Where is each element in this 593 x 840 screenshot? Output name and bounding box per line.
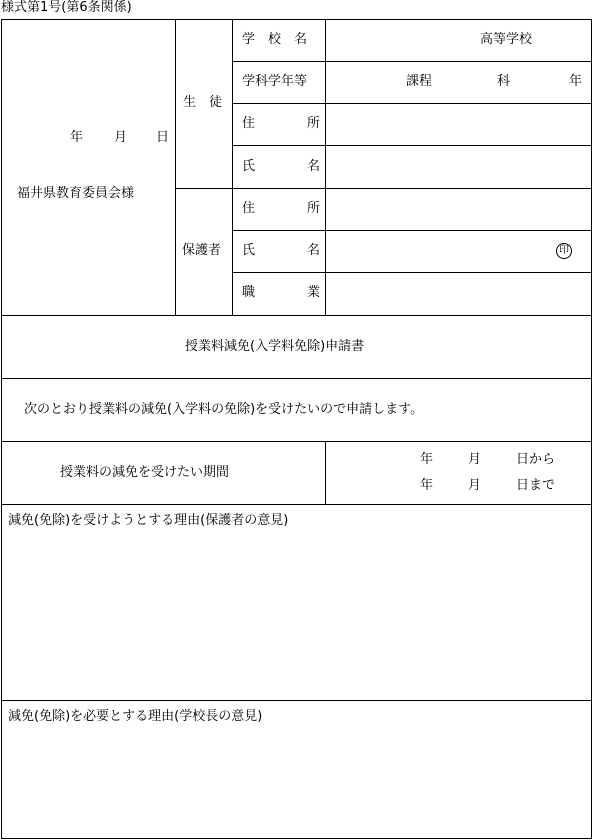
- date-year-label: 年: [70, 130, 84, 145]
- addressee: 福井県教育委員会様: [17, 186, 135, 201]
- guardian-name-label-second: 名: [307, 243, 321, 258]
- section-line-statement-top: [1, 378, 592, 379]
- reason-principal-heading: 減免(免除)を必要とする理由(学校長の意見): [8, 709, 263, 724]
- student-group-label: 生 徒: [183, 95, 223, 110]
- divider-group-label: [232, 19, 233, 315]
- section-line-reason1-top: [1, 504, 592, 505]
- section-line-reason2-top: [1, 700, 592, 701]
- guardian-address-label-second: 所: [307, 201, 321, 216]
- row-line-4: [175, 188, 592, 189]
- period-to-year: 年: [420, 478, 434, 493]
- divider-field-label: [325, 19, 326, 315]
- divider-period: [325, 441, 326, 504]
- department-unit: 科: [497, 74, 511, 89]
- row-line-2: [232, 103, 592, 104]
- divider-left-block: [175, 19, 176, 315]
- seal-mark: 印: [556, 243, 572, 259]
- form-border-bottom: [1, 838, 592, 839]
- row-line-3: [232, 145, 592, 146]
- period-to-month: 月: [468, 478, 482, 493]
- guardian-job-label-second: 業: [307, 285, 321, 300]
- school-name-suffix: 高等学校: [480, 32, 533, 47]
- period-to-day: 日まで: [516, 478, 556, 493]
- row-line-6: [232, 272, 592, 273]
- period-from-year: 年: [420, 452, 434, 467]
- student-name-label-first: 氏: [242, 159, 256, 174]
- form-border-right: [591, 19, 592, 839]
- student-name-label-second: 名: [307, 159, 321, 174]
- form-border-top: [1, 19, 592, 20]
- row-line-5: [232, 230, 592, 231]
- date-day-label: 日: [156, 130, 170, 145]
- guardian-address-label-first: 住: [242, 201, 256, 216]
- guardian-group-label: 保護者: [182, 243, 222, 258]
- section-line-period-top: [1, 441, 592, 442]
- row-line-1: [232, 61, 592, 62]
- form-id: 様式第1号(第6条関係): [1, 0, 132, 15]
- guardian-job-label-first: 職: [242, 285, 256, 300]
- period-from-month: 月: [468, 452, 482, 467]
- application-statement: 次のとおり授業料の減免(入学料の免除)を受けたいので申請します。: [24, 402, 424, 417]
- guardian-name-label-first: 氏: [242, 243, 256, 258]
- school-name-label: 学 校 名: [242, 32, 308, 47]
- form-border-left: [1, 19, 2, 839]
- grade-unit: 年: [569, 74, 583, 89]
- course-unit: 課程: [406, 74, 433, 89]
- date-month-label: 月: [114, 130, 128, 145]
- period-label: 授業料の減免を受けたい期間: [60, 465, 230, 480]
- course-label: 学科学年等: [242, 74, 308, 89]
- student-address-label-first: 住: [242, 116, 256, 131]
- period-from-day: 日から: [516, 452, 556, 467]
- document-title: 授業料減免(入学料免除)申請書: [185, 339, 365, 354]
- reason-guardian-heading: 減免(免除)を受けようとする理由(保護者の意見): [8, 513, 289, 528]
- student-address-label-second: 所: [307, 116, 321, 131]
- section-line-title-top: [1, 315, 592, 316]
